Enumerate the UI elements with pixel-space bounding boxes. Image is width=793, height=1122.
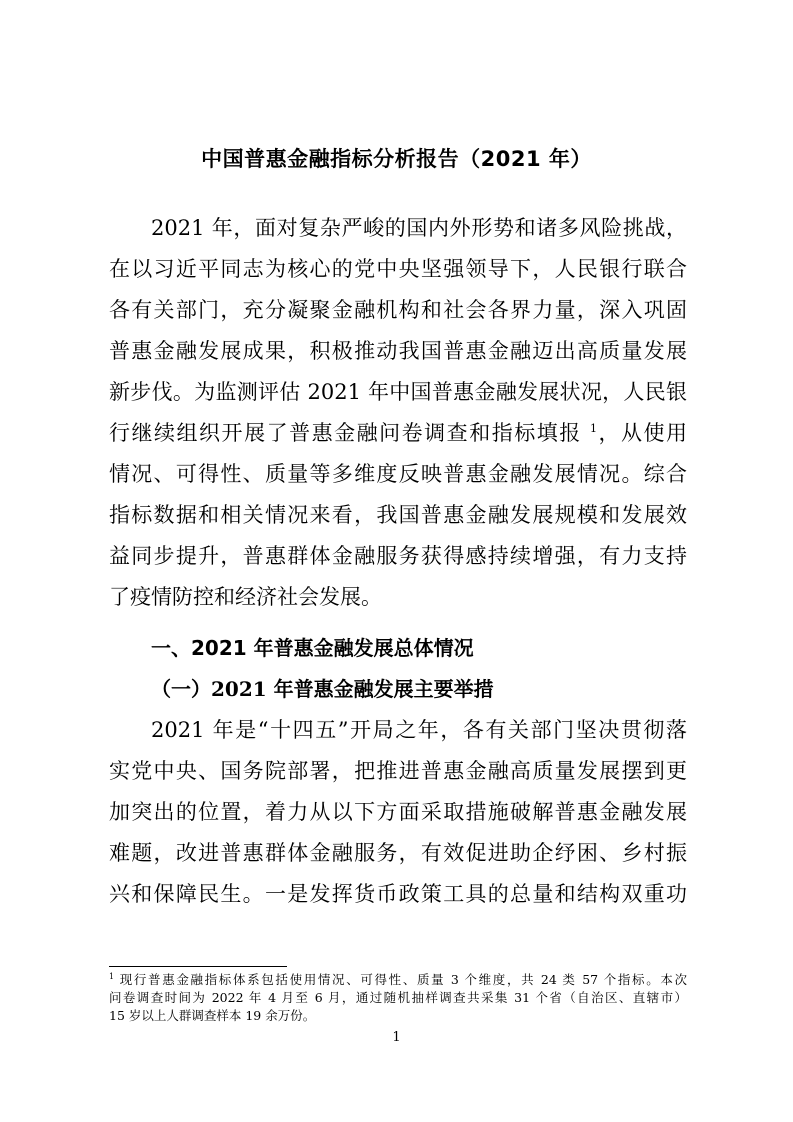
paragraph-line: 难题，改进普惠群体金融服务，有效促进助企纾困、乡村振 <box>109 841 687 865</box>
paragraph-line: 兴和保障民生。一是发挥货币政策工具的总量和结构双重功 <box>109 882 687 906</box>
footnote-divider <box>109 966 287 967</box>
paragraph-line: 在以习近平同志为核心的党中央坚强领导下，人民银行联合 <box>109 257 687 281</box>
footnote-number: 1 <box>109 972 115 981</box>
paragraph-line: 了疫情防控和经济社会发展。 <box>109 585 382 609</box>
paragraph-line: 新步伐。为监测评估 2021 年中国普惠金融发展状况，人民银 <box>109 380 687 404</box>
footnote-line: 15 岁以上人群调查样本 19 余万份。 <box>109 1008 316 1023</box>
footnote-line <box>109 971 687 989</box>
paragraph-line: 各有关部门，充分凝聚金融机构和社会各界力量，深入巩固 <box>109 298 687 322</box>
paragraph-line: 加突出的位置，着力从以下方面采取措施破解普惠金融发展 <box>109 800 687 824</box>
paragraph-line: 普惠金融发展成果，积极推动我国普惠金融迈出高质量发展 <box>109 339 687 363</box>
footnote-line-text: 现行普惠金融指标体系包括使用情况、可得性、质量 3 个维度，共 24 类 57 个指标。本次 <box>119 972 687 987</box>
paragraph-line-with-footnote <box>109 413 687 454</box>
intro-paragraph <box>109 208 687 618</box>
paragraph-line: 益同步提升，普惠群体金融服务获得感持续增强，有力支持 <box>109 544 687 568</box>
footnote <box>109 971 687 1025</box>
paragraph-line-tail: ，从使用 <box>596 421 687 445</box>
paragraph-line: 指标数据和相关情况来看，我国普惠金融发展规模和发展效 <box>109 503 687 527</box>
paragraph-line: 2021 年是“十四五”开局之年，各有关部门坚决贯彻落 <box>151 718 687 742</box>
footnote-marker[interactable]: 1 <box>589 422 597 435</box>
section-paragraph <box>109 710 687 915</box>
section-heading: 一、2021 年普惠金融发展总体情况 <box>151 636 474 660</box>
paragraph-line: 实党中央、国务院部署，把推进普惠金融高质量发展摆到更 <box>109 759 687 783</box>
page-title: 中国普惠金融指标分析报告（2021 年） <box>201 147 592 171</box>
paragraph-line: 情况、可得性、质量等多维度反映普惠金融发展情况。综合 <box>109 462 687 486</box>
subsection-heading: （一）2021 年普惠金融发展主要举措 <box>151 677 494 701</box>
footnote-line: 问卷调查时间为 2022 年 4 月至 6 月，通过随机抽样调查共采集 31 个省（自治区、直辖市） <box>109 990 687 1005</box>
paragraph-line: 2021 年，面对复杂严峻的国内外形势和诸多风险挑战， <box>151 216 687 240</box>
paragraph-line-text: 行继续组织开展了普惠金融问卷调查和指标填报 <box>109 421 582 445</box>
page-number: 1 <box>392 1030 401 1045</box>
